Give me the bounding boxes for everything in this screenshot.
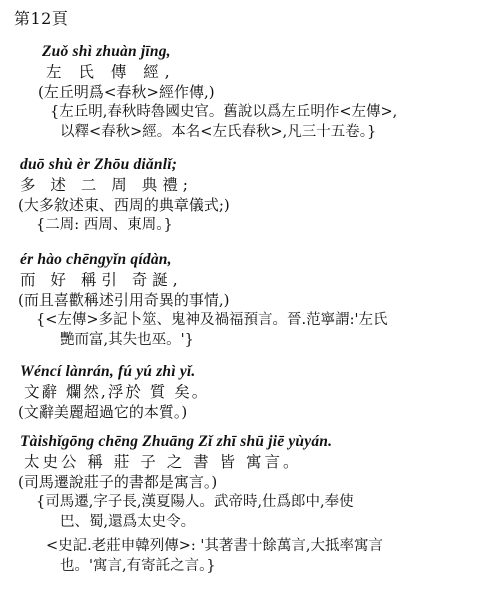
translation-line: (大多敘述東、西周的典章儀式;) xyxy=(18,196,230,214)
pinyin-line: Tàishǐgōng chēng Zhuāng Zǐ zhī shū jiē yùyán. xyxy=(20,433,333,450)
translation-line: (司馬遷說莊子的書都是寓言。) xyxy=(18,473,218,491)
page-number: 第12頁 xyxy=(14,9,69,28)
character-line: 太史公 稱 莊 子 之 書 皆 寓言。 xyxy=(24,453,302,471)
character-line: 左 氏 傳 經, xyxy=(46,63,176,81)
note-line: <史記.老莊申韓列傳>: '其著書十餘萬言,大抵率寓言 xyxy=(46,538,383,554)
note-line: 巴、蜀,還爲太史令。 xyxy=(60,514,196,530)
translation-line: (文辭美麗超過它的本質。) xyxy=(18,403,188,421)
translation-line: (而且喜歡稱述引用奇異的事情,) xyxy=(18,291,230,309)
pinyin-line: ér hào chēngyǐn qídàn, xyxy=(20,251,172,268)
note-line: 以釋<春秋>經。本名<左氏春秋>,凡三十五卷。} xyxy=(60,124,377,140)
pinyin-line: duō shù èr Zhōu diǎnlǐ; xyxy=(20,156,178,173)
character-line: 而 好 稱引 奇誕, xyxy=(20,271,183,289)
pinyin-line: Zuǒ shì zhuàn jīng, xyxy=(42,43,171,60)
character-line: 多 述 二 周 典禮; xyxy=(20,176,193,194)
note-line: {<左傳>多記卜筮、鬼神及禍福預言。晉.范寧謂:'左氏 xyxy=(36,312,388,328)
note-line: {左丘明,春秋時魯國史官。舊說以爲左丘明作<左傳>, xyxy=(50,104,398,120)
pinyin-line: Wéncí lànrán, fú yú zhì yǐ. xyxy=(20,363,196,380)
note-line: 也。'寓言,有寄託之言。} xyxy=(60,558,216,574)
translation-line: (左丘明爲<春秋>經作傳,) xyxy=(38,83,215,101)
character-line: 文辭 爛然,浮於 質 矣。 xyxy=(24,383,210,401)
note-line: {二周: 西周、東周。} xyxy=(36,217,173,233)
note-line: {司馬遷,字子長,漢夏陽人。武帝時,仕爲郎中,奉使 xyxy=(36,494,354,510)
note-line: 艷而富,其失也巫。'} xyxy=(60,332,194,348)
